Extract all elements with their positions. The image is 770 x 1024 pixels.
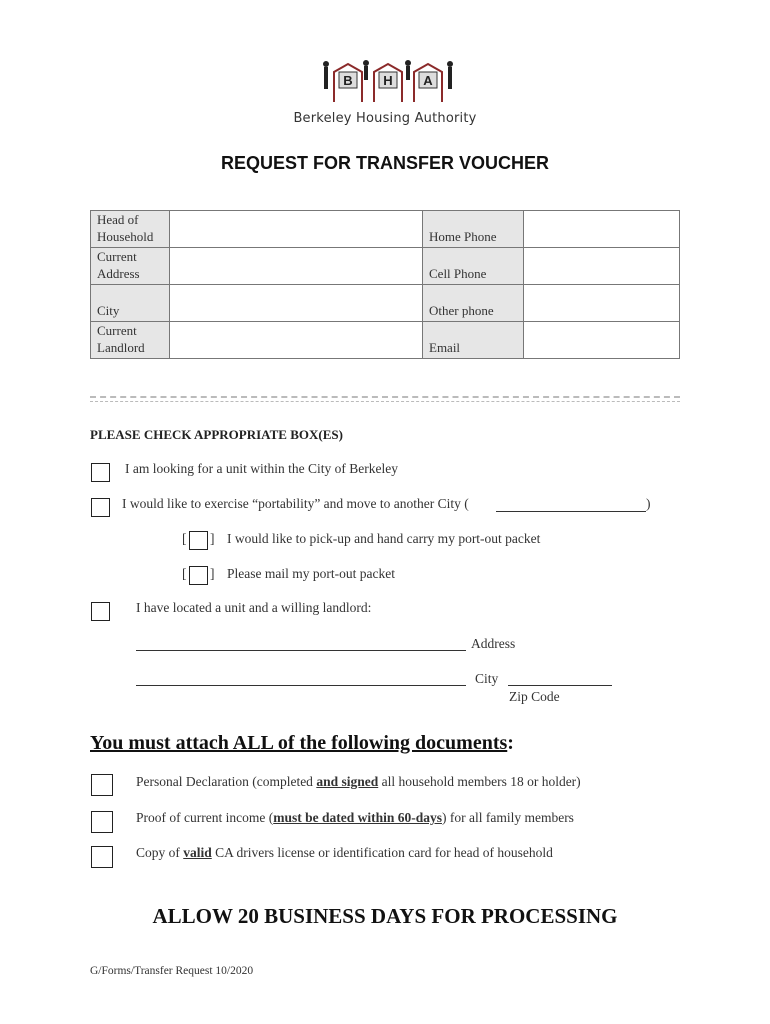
label-other-phone: Other phone: [423, 285, 524, 322]
bha-logo: [318, 58, 458, 108]
doc2-text-pre: Proof of current income (: [136, 810, 274, 825]
zip-code-label: Zip Code: [509, 689, 560, 704]
label-email: Email: [423, 322, 524, 359]
bracket-open-pickup: [: [182, 531, 187, 546]
checkbox-drivers-license[interactable]: [91, 846, 113, 868]
label-cell-phone: Cell Phone: [423, 248, 524, 285]
doc2-text-post: ) for all family members: [441, 810, 574, 825]
city-label: City: [475, 671, 499, 686]
address-label: Address: [471, 636, 516, 651]
checklist-heading: PLEASE CHECK APPROPRIATE BOX(ES): [90, 427, 343, 442]
processing-time-note: ALLOW 20 BUSINESS DAYS FOR PROCESSING: [152, 904, 618, 928]
documents-heading-colon: :: [507, 732, 514, 754]
section-divider: [90, 396, 680, 402]
checkbox-personal-declaration[interactable]: [91, 774, 113, 796]
doc1-text-bold: and signed: [316, 774, 379, 789]
field-city[interactable]: [170, 285, 423, 322]
field-other-phone[interactable]: [524, 285, 680, 322]
option-portability-label: I would like to exercise “portability” and move to another City (: [122, 496, 469, 511]
option-located-label: I have located a unit and a willing landlord:: [136, 600, 372, 615]
documents-heading-text: You must attach ALL of the following documents: [90, 732, 508, 754]
field-home-phone[interactable]: [524, 211, 680, 248]
option-mail-label: Please mail my port-out packet: [227, 566, 395, 581]
logo-letter-a: A: [423, 73, 433, 88]
city-field[interactable]: [136, 685, 466, 686]
bracket-close-pickup: ]: [210, 531, 215, 546]
checkbox-mail-packet[interactable]: [189, 566, 208, 585]
zip-code-field[interactable]: [508, 685, 612, 686]
label-current-landlord: Current Landlord: [91, 322, 170, 359]
doc1-text-pre: Personal Declaration (completed: [136, 774, 317, 789]
field-email[interactable]: [524, 322, 680, 359]
checkbox-pickup-packet[interactable]: [189, 531, 208, 550]
option-pickup-label: I would like to pick-up and hand carry my port-out packet: [227, 531, 541, 546]
label-city: City: [91, 285, 170, 322]
doc-drivers-license: [136, 845, 553, 861]
checkbox-city-of-berkeley[interactable]: [91, 463, 110, 482]
checkbox-portability[interactable]: [91, 498, 110, 517]
documents-heading: [90, 732, 514, 755]
page-title: REQUEST FOR TRANSFER VOUCHER: [220, 153, 550, 173]
checkbox-located-unit[interactable]: [91, 602, 110, 621]
field-current-address[interactable]: [170, 248, 423, 285]
doc-personal-declaration: [136, 774, 581, 790]
doc-proof-of-income: [136, 810, 574, 826]
doc3-text-post: CA drivers license or identification card for head of household: [211, 845, 553, 860]
checkbox-proof-of-income[interactable]: [91, 811, 113, 833]
logo-letter-h: H: [383, 73, 393, 88]
label-head-of-household: Head of Household: [91, 211, 170, 248]
field-head-of-household[interactable]: [170, 211, 423, 248]
bracket-close-mail: ]: [210, 566, 215, 581]
option-city-label: I am looking for a unit within the City of Berkeley: [125, 461, 398, 476]
form-footer: G/Forms/Transfer Request 10/2020: [90, 965, 254, 977]
label-home-phone: Home Phone: [423, 211, 524, 248]
doc3-text-pre: Copy of: [136, 845, 184, 860]
bracket-open-mail: [: [182, 566, 187, 581]
household-info-table: [90, 210, 680, 359]
logo-letter-b: B: [343, 73, 353, 88]
portability-city-field[interactable]: [496, 511, 646, 512]
portability-close-paren: ): [646, 496, 651, 511]
doc3-text-bold: valid: [183, 845, 212, 860]
doc2-text-bold: must be dated within 60-days: [273, 810, 442, 825]
org-name: Berkeley Housing Authority: [293, 111, 477, 126]
label-current-address: Current Address: [91, 248, 170, 285]
doc1-text-post: all household members 18 or holder): [378, 774, 581, 789]
field-cell-phone[interactable]: [524, 248, 680, 285]
address-field[interactable]: [136, 650, 466, 651]
field-current-landlord[interactable]: [170, 322, 423, 359]
